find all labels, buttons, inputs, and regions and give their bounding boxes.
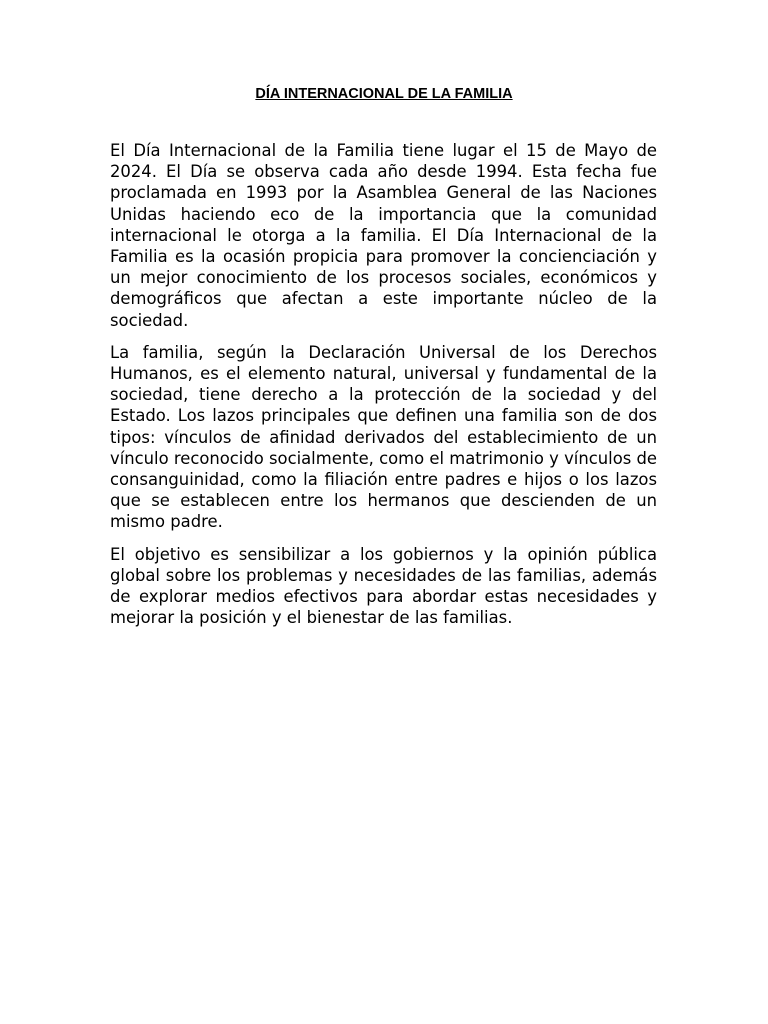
paragraph-2: La familia, según la Declaración Universal de los Derechos Humanos, es el elemento natural, universal y fundamental de la sociedad, tiene derecho a la protección de la sociedad y del Estado. Los lazos principales que definen una familia son de dos tipos: vínculos de afinidad derivados del establecimiento de un vínculo reconocido socialmente, como el matrimonio y vínculos de consanguinidad, como la filiación entre padres e hijos o los lazos que se establecen entre los hermanos que descienden de un mismo padre. [110, 342, 657, 532]
document-body [110, 140, 657, 639]
paragraph-3: El objetivo es sensibilizar a los gobiernos y la opinión pública global sobre los problemas y necesidades de las familias, además de explorar medios efectivos para abordar estas necesidades y mejorar la posición y el bienestar de las familias. [110, 544, 657, 628]
paragraph-1: El Día Internacional de la Familia tiene lugar el 15 de Mayo de 2024. El Día se observa cada año desde 1994. Esta fecha fue proclamada en 1993 por la Asamblea General de las Naciones Unidas haciendo eco de la importancia que la comunidad internacional le otorga a la familia. El Día Internacional de la Familia es la ocasión propicia para promover la concienciación y un mejor conocimiento de los procesos sociales, económicos y demográficos que afectan a este importante núcleo de la sociedad. [110, 141, 657, 330]
document-title: DÍA INTERNACIONAL DE LA FAMILIA [255, 86, 513, 102]
